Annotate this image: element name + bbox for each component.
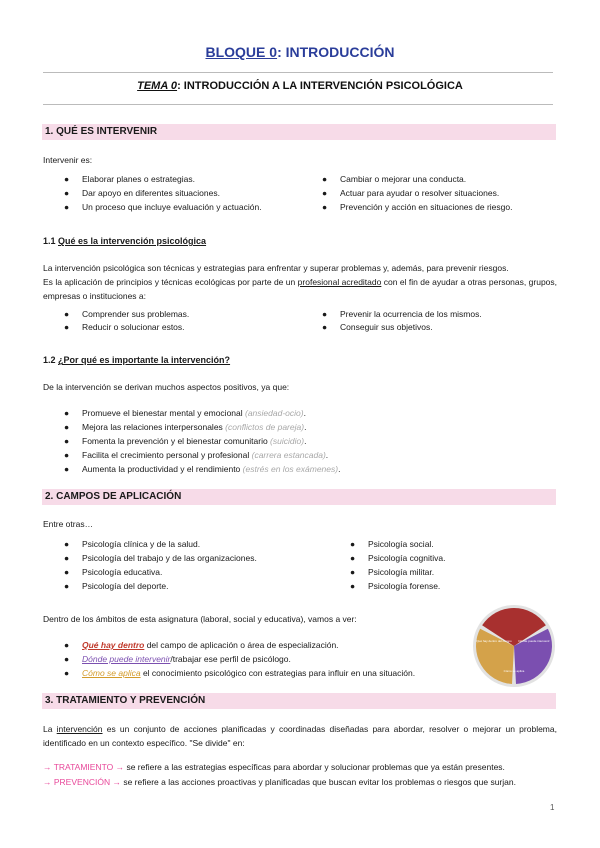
title-block: BLOQUE 0 [205, 44, 278, 60]
s2-paragraph: Dentro de los ámbitos de esta asignatura (laboral, social y educativa), vamos a ver: [43, 614, 357, 624]
list-item: ● Actuar para ayudar o resolver situaciones. [322, 188, 500, 198]
list-item: ● Elaborar planes o estrategias. [64, 174, 195, 184]
tema-text: : INTRODUCCIÓN A LA INTERVENCIÓN PSICOLÓGICA [177, 80, 463, 92]
document-title [0, 44, 600, 60]
list-item: ● Dónde puede intervenir/trabajar ese perfil de psicólogo. [64, 654, 291, 664]
list-item: ● Facilita el crecimiento personal y profesional (carrera estancada). [64, 450, 329, 460]
list-item: ● Conseguir sus objetivos. [322, 322, 433, 332]
list-item: ● Psicología militar. [350, 567, 435, 577]
list-item: ● Cambiar o mejorar una conducta. [322, 174, 467, 184]
prevencion-line: → PREVENCIÓN → se refiere a las acciones proactivas y planificadas que buscan evitar los problemas o riesgos que surjan. [43, 777, 516, 787]
list-item: ● Aumenta la productividad y el rendimiento (estrés en los exámenes). [64, 464, 341, 474]
list-item: ● Psicología forense. [350, 581, 441, 591]
list-item: ● Un proceso que incluye evaluación y actuación. [64, 202, 262, 212]
list-item: ● Psicología social. [350, 539, 434, 549]
tratamiento-line: → TRATAMIENTO → se refiere a las estrategias específicas para abordar y solucionar problemas que ya están presentes. [43, 762, 505, 772]
s1-paragraph-2: Es la aplicación de principios y técnicas ecológicas por parte de un profesional acreditado con el fin de ayudar a otras personas, grupos, empresas o instituciones a: [43, 277, 558, 301]
list-item: ● Psicología clínica y de la salud. [64, 539, 201, 549]
section-1-heading: 1. QUÉ ES INTERVENIR [42, 124, 556, 140]
divider [43, 72, 553, 73]
diagram-label: Qué hay dentro del campo [476, 639, 512, 643]
s3-paragraph: La intervención es un conjunto de acciones planificadas y coordinadas diseñadas para abordar, resolver o mejorar un problema, identificado en un contexto específico. "Se divide" en: [43, 724, 557, 748]
divider [43, 104, 553, 105]
list-item: ● Mejora las relaciones interpersonales (conflictos de pareja). [64, 422, 307, 432]
title-rest: : INTRODUCCIÓN [277, 44, 395, 60]
diagram-label: Dónde puede intervenir [518, 639, 550, 643]
s1-intro: Intervenir es: [43, 155, 93, 165]
list-item: ● Fomenta la prevención y el bienestar comunitario (suicidio). [64, 436, 307, 446]
list-item: ● Qué hay dentro del campo de aplicación o área de especialización. [64, 640, 339, 650]
section-3-heading: 3. TRATAMIENTO Y PREVENCIÓN [42, 693, 556, 709]
subsection-1-2: 1.2 ¿Por qué es importante la intervención? [43, 355, 231, 365]
tema-title [0, 80, 600, 92]
list-item: ● Prevención y acción en situaciones de riesgo. [322, 202, 513, 212]
list-item: ● Psicología del trabajo y de las organizaciones. [64, 553, 257, 563]
list-item: ● Reducir o solucionar estos. [64, 322, 185, 332]
s1-paragraph-1: La intervención psicológica son técnicas y estrategias para enfrentar y superar problemas y, además, para prevenir riesgos. [43, 263, 509, 273]
page-number: 1 [550, 803, 555, 812]
tema-number: TEMA 0 [137, 80, 178, 92]
list-item: ● Dar apoyo en diferentes situaciones. [64, 188, 220, 198]
s1-paragraph-3: De la intervención se derivan muchos aspectos positivos, ya que: [43, 382, 290, 392]
list-item: ● Comprender sus problemas. [64, 309, 190, 319]
subsection-1-1: 1.1 Qué es la intervención psicológica [43, 236, 207, 246]
section-2-heading: 2. CAMPOS DE APLICACIÓN [42, 489, 556, 505]
list-item: ● Psicología del deporte. [64, 581, 169, 591]
list-item: ● Promueve el bienestar mental y emocional (ansiedad-ocio). [64, 408, 306, 418]
list-item: ● Cómo se aplica el conocimiento psicológico con estrategias para influir en una situación. [64, 668, 416, 678]
list-item: ● Psicología educativa. [64, 567, 163, 577]
cycle-diagram [472, 604, 556, 688]
list-item: ● Prevenir la ocurrencia de los mismos. [322, 309, 482, 319]
list-item: ● Psicología cognitiva. [350, 553, 446, 563]
diagram-label: Cómo se aplica [503, 669, 525, 673]
s2-intro: Entre otras… [43, 519, 94, 529]
